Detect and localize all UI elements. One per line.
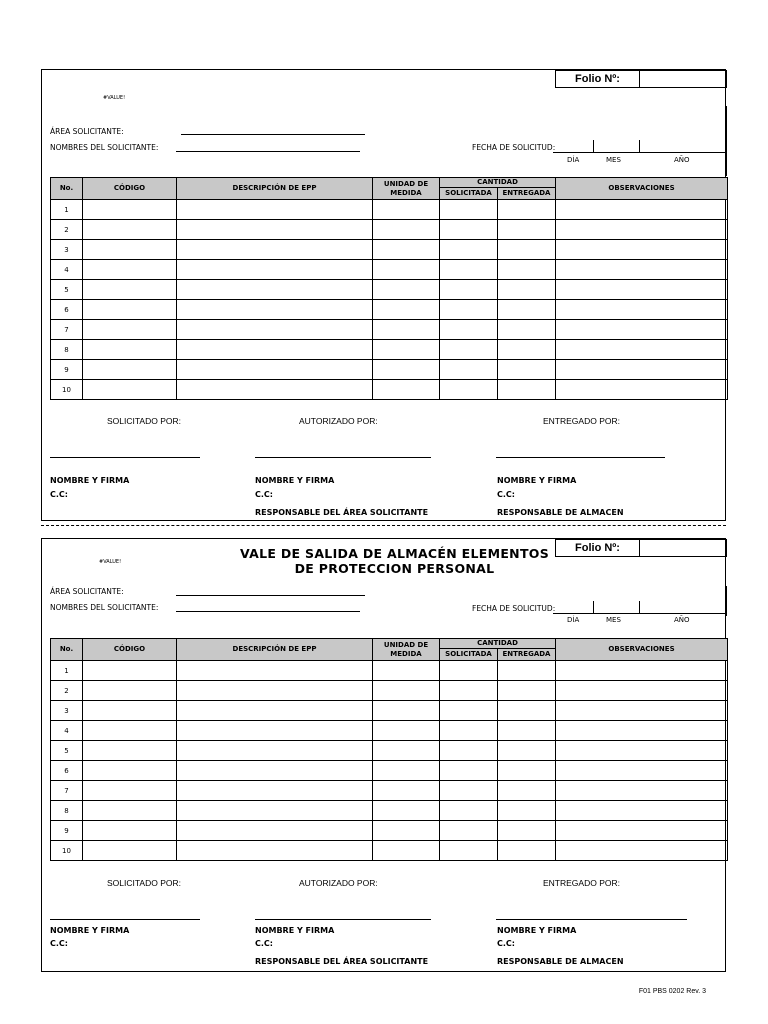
header-solicitada: SOLICITADA xyxy=(440,188,498,200)
table-row xyxy=(51,260,728,280)
entregada-cell[interactable] xyxy=(498,380,556,400)
codigo-cell[interactable] xyxy=(83,280,177,300)
cc-3: C.C: xyxy=(497,490,515,499)
row-number: 2 xyxy=(51,220,83,240)
unidad-cell[interactable] xyxy=(373,360,440,380)
cut-line xyxy=(41,525,726,526)
solicitada-cell[interactable] xyxy=(440,781,498,801)
observaciones-cell[interactable] xyxy=(556,200,728,220)
codigo-cell[interactable] xyxy=(83,340,177,360)
codigo-cell[interactable] xyxy=(83,801,177,821)
unidad-cell[interactable] xyxy=(373,240,440,260)
header-no: No. xyxy=(51,639,83,661)
unidad-cell[interactable] xyxy=(373,340,440,360)
unidad-cell[interactable] xyxy=(373,280,440,300)
solicitada-cell[interactable] xyxy=(440,701,498,721)
observaciones-cell[interactable] xyxy=(556,701,728,721)
cc-1: C.C: xyxy=(50,939,68,948)
area-label: ÁREA SOLICITANTE: xyxy=(50,127,124,136)
observaciones-cell[interactable] xyxy=(556,240,728,260)
codigo-cell[interactable] xyxy=(83,761,177,781)
unidad-cell[interactable] xyxy=(373,761,440,781)
entregada-cell[interactable] xyxy=(498,240,556,260)
autorizado-label: AUTORIZADO POR: xyxy=(299,416,378,426)
dia-label: DÍA xyxy=(567,616,580,624)
nombre-firma-1: NOMBRE Y FIRMA xyxy=(50,926,130,935)
observaciones-cell[interactable] xyxy=(556,821,728,841)
unidad-cell[interactable] xyxy=(373,661,440,681)
row-number: 8 xyxy=(51,801,83,821)
unidad-cell[interactable] xyxy=(373,741,440,761)
row-number: 1 xyxy=(51,200,83,220)
codigo-cell[interactable] xyxy=(83,701,177,721)
table-row xyxy=(51,701,728,721)
solicitado-label: SOLICITADO POR: xyxy=(107,416,181,426)
unidad-cell[interactable] xyxy=(373,300,440,320)
table-row xyxy=(51,320,728,340)
row-number: 4 xyxy=(51,260,83,280)
header-observaciones: OBSERVACIONES xyxy=(556,639,728,661)
anio-label: AÑO xyxy=(674,156,690,164)
descripcion-cell[interactable] xyxy=(177,761,373,781)
entregada-cell[interactable] xyxy=(498,300,556,320)
folio-label: Folio Nº: xyxy=(556,540,640,556)
descripcion-cell[interactable] xyxy=(177,300,373,320)
nombres-field[interactable] xyxy=(176,151,360,152)
table-row xyxy=(51,741,728,761)
unidad-cell[interactable] xyxy=(373,821,440,841)
entregado-label: ENTREGADO POR: xyxy=(543,878,620,888)
anio-label: AÑO xyxy=(674,616,690,624)
solicitado-signature-line[interactable] xyxy=(50,457,200,458)
table-body xyxy=(51,200,728,400)
header-codigo: CÓDIGO xyxy=(83,639,177,661)
entregada-cell[interactable] xyxy=(498,200,556,220)
autorizado-signature-line[interactable] xyxy=(255,457,431,458)
codigo-cell[interactable] xyxy=(83,681,177,701)
observaciones-cell[interactable] xyxy=(556,320,728,340)
header-solicitada: SOLICITADA xyxy=(440,649,498,661)
solicitada-cell[interactable] xyxy=(440,280,498,300)
descripcion-cell[interactable] xyxy=(177,220,373,240)
row-number: 3 xyxy=(51,240,83,260)
header-codigo: CÓDIGO xyxy=(83,178,177,200)
footer-code: F01 PBS 0202 Rev. 3 xyxy=(638,988,706,995)
nombre-firma-1: NOMBRE Y FIRMA xyxy=(50,476,130,485)
entregado-signature-line[interactable] xyxy=(496,457,665,458)
descripcion-cell[interactable] xyxy=(177,721,373,741)
header-unidad: UNIDAD DE MEDIDA xyxy=(373,639,440,661)
row-number: 10 xyxy=(51,841,83,861)
cc-3: C.C: xyxy=(497,939,515,948)
codigo-cell[interactable] xyxy=(83,200,177,220)
entregada-cell[interactable] xyxy=(498,320,556,340)
row-number: 5 xyxy=(51,280,83,300)
descripcion-cell[interactable] xyxy=(177,280,373,300)
descripcion-cell[interactable] xyxy=(177,380,373,400)
codigo-cell[interactable] xyxy=(83,300,177,320)
descripcion-cell[interactable] xyxy=(177,260,373,280)
resp-almacen: RESPONSABLE DE ALMACEN xyxy=(497,957,624,966)
fecha-field[interactable] xyxy=(553,601,727,614)
row-number: 9 xyxy=(51,360,83,380)
entregada-cell[interactable] xyxy=(498,801,556,821)
row-number: 10 xyxy=(51,380,83,400)
codigo-cell[interactable] xyxy=(83,661,177,681)
solicitada-cell[interactable] xyxy=(440,240,498,260)
solicitada-cell[interactable] xyxy=(440,661,498,681)
cc-1: C.C: xyxy=(50,490,68,499)
folio-input[interactable] xyxy=(640,540,726,556)
observaciones-cell[interactable] xyxy=(556,721,728,741)
header-descripcion: DESCRIPCIÓN DE EPP xyxy=(177,178,373,200)
table-row xyxy=(51,300,728,320)
unidad-cell[interactable] xyxy=(373,320,440,340)
entregada-cell[interactable] xyxy=(498,681,556,701)
codigo-cell[interactable] xyxy=(83,260,177,280)
entregada-cell[interactable] xyxy=(498,781,556,801)
row-number: 8 xyxy=(51,340,83,360)
area-field[interactable] xyxy=(176,595,365,596)
solicitada-cell[interactable] xyxy=(440,681,498,701)
entregada-cell[interactable] xyxy=(498,701,556,721)
solicitada-cell[interactable] xyxy=(440,761,498,781)
cc-2: C.C: xyxy=(255,490,273,499)
nombres-field[interactable] xyxy=(176,611,360,612)
header-cantidad: CANTIDAD xyxy=(440,639,556,649)
descripcion-cell[interactable] xyxy=(177,821,373,841)
solicitada-cell[interactable] xyxy=(440,220,498,240)
header-cantidad: CANTIDAD xyxy=(440,178,556,188)
table-row xyxy=(51,761,728,781)
observaciones-cell[interactable] xyxy=(556,801,728,821)
entregada-cell[interactable] xyxy=(498,360,556,380)
items-table xyxy=(50,177,728,400)
row-number: 6 xyxy=(51,761,83,781)
unidad-cell[interactable] xyxy=(373,781,440,801)
form-copy-1 xyxy=(41,69,726,521)
table-row xyxy=(51,821,728,841)
unidad-cell[interactable] xyxy=(373,721,440,741)
fecha-label: FECHA DE SOLICITUD: xyxy=(472,143,556,152)
table-row xyxy=(51,681,728,701)
descripcion-cell[interactable] xyxy=(177,240,373,260)
unidad-cell[interactable] xyxy=(373,200,440,220)
table-row xyxy=(51,841,728,861)
observaciones-cell[interactable] xyxy=(556,781,728,801)
entregada-cell[interactable] xyxy=(498,220,556,240)
descripcion-cell[interactable] xyxy=(177,200,373,220)
form-title: VALE DE SALIDA DE ALMACÉN ELEMENTOS DE PROTECCION PERSONAL xyxy=(240,546,549,576)
table-row xyxy=(51,721,728,741)
header-entregada: ENTREGADA xyxy=(498,188,556,200)
autorizado-signature-line[interactable] xyxy=(255,919,431,920)
descripcion-cell[interactable] xyxy=(177,340,373,360)
codigo-cell[interactable] xyxy=(83,841,177,861)
descripcion-cell[interactable] xyxy=(177,781,373,801)
row-number: 3 xyxy=(51,701,83,721)
descripcion-cell[interactable] xyxy=(177,681,373,701)
unidad-cell[interactable] xyxy=(373,701,440,721)
solicitada-cell[interactable] xyxy=(440,200,498,220)
observaciones-cell[interactable] xyxy=(556,340,728,360)
solicitada-cell[interactable] xyxy=(440,380,498,400)
solicitada-cell[interactable] xyxy=(440,841,498,861)
observaciones-cell[interactable] xyxy=(556,300,728,320)
nombre-firma-3: NOMBRE Y FIRMA xyxy=(497,926,577,935)
solicitada-cell[interactable] xyxy=(440,721,498,741)
autorizado-label: AUTORIZADO POR: xyxy=(299,878,378,888)
nombre-firma-2: NOMBRE Y FIRMA xyxy=(255,926,335,935)
observaciones-cell[interactable] xyxy=(556,280,728,300)
fecha-label: FECHA DE SOLICITUD: xyxy=(472,604,556,613)
logo-text: #VALUE! xyxy=(99,559,122,565)
table-row xyxy=(51,801,728,821)
unidad-cell[interactable] xyxy=(373,380,440,400)
descripcion-cell[interactable] xyxy=(177,360,373,380)
resp-area: RESPONSABLE DEL ÁREA SOLICITANTE xyxy=(255,508,429,517)
folio-input[interactable] xyxy=(640,71,726,87)
descripcion-cell[interactable] xyxy=(177,320,373,340)
table-row xyxy=(51,340,728,360)
form-copy-2 xyxy=(41,538,726,972)
dia-label: DÍA xyxy=(567,156,580,164)
table-row xyxy=(51,200,728,220)
solicitada-cell[interactable] xyxy=(440,340,498,360)
row-number: 6 xyxy=(51,300,83,320)
codigo-cell[interactable] xyxy=(83,360,177,380)
unidad-cell[interactable] xyxy=(373,260,440,280)
entregada-cell[interactable] xyxy=(498,340,556,360)
header-no: No. xyxy=(51,178,83,200)
logo-text: #VALUE! xyxy=(103,95,126,101)
entregada-cell[interactable] xyxy=(498,280,556,300)
row-number: 7 xyxy=(51,320,83,340)
items-table xyxy=(50,638,728,861)
observaciones-cell[interactable] xyxy=(556,841,728,861)
solicitada-cell[interactable] xyxy=(440,741,498,761)
observaciones-cell[interactable] xyxy=(556,380,728,400)
row-number: 4 xyxy=(51,721,83,741)
descripcion-cell[interactable] xyxy=(177,701,373,721)
fecha-field[interactable] xyxy=(553,140,727,153)
area-label: ÁREA SOLICITANTE: xyxy=(50,587,124,596)
observaciones-cell[interactable] xyxy=(556,360,728,380)
solicitada-cell[interactable] xyxy=(440,300,498,320)
nombre-firma-2: NOMBRE Y FIRMA xyxy=(255,476,335,485)
entregada-cell[interactable] xyxy=(498,821,556,841)
entregada-cell[interactable] xyxy=(498,661,556,681)
solicitado-signature-line[interactable] xyxy=(50,919,200,920)
solicitada-cell[interactable] xyxy=(440,801,498,821)
table-row xyxy=(51,380,728,400)
header-descripcion: DESCRIPCIÓN DE EPP xyxy=(177,639,373,661)
row-number: 9 xyxy=(51,821,83,841)
row-number: 5 xyxy=(51,741,83,761)
observaciones-cell[interactable] xyxy=(556,741,728,761)
descripcion-cell[interactable] xyxy=(177,801,373,821)
resp-area: RESPONSABLE DEL ÁREA SOLICITANTE xyxy=(255,957,429,966)
codigo-cell[interactable] xyxy=(83,741,177,761)
table-row xyxy=(51,781,728,801)
entregada-cell[interactable] xyxy=(498,741,556,761)
cc-2: C.C: xyxy=(255,939,273,948)
mes-label: MES xyxy=(606,156,621,164)
row-number: 2 xyxy=(51,681,83,701)
entregado-signature-line[interactable] xyxy=(496,919,687,920)
codigo-cell[interactable] xyxy=(83,821,177,841)
unidad-cell[interactable] xyxy=(373,841,440,861)
nombres-label: NOMBRES DEL SOLICITANTE: xyxy=(50,603,159,612)
table-row xyxy=(51,280,728,300)
folio-label: Folio Nº: xyxy=(556,71,640,87)
folio-box xyxy=(555,70,727,88)
observaciones-cell[interactable] xyxy=(556,681,728,701)
unidad-cell[interactable] xyxy=(373,220,440,240)
entregada-cell[interactable] xyxy=(498,260,556,280)
solicitada-cell[interactable] xyxy=(440,260,498,280)
codigo-cell[interactable] xyxy=(83,781,177,801)
descripcion-cell[interactable] xyxy=(177,841,373,861)
observaciones-cell[interactable] xyxy=(556,220,728,240)
observaciones-cell[interactable] xyxy=(556,761,728,781)
codigo-cell[interactable] xyxy=(83,240,177,260)
unidad-cell[interactable] xyxy=(373,681,440,701)
solicitada-cell[interactable] xyxy=(440,821,498,841)
observaciones-cell[interactable] xyxy=(556,661,728,681)
observaciones-cell[interactable] xyxy=(556,260,728,280)
descripcion-cell[interactable] xyxy=(177,741,373,761)
table-row xyxy=(51,360,728,380)
entregada-cell[interactable] xyxy=(498,721,556,741)
table-row xyxy=(51,240,728,260)
table-row xyxy=(51,220,728,240)
descripcion-cell[interactable] xyxy=(177,661,373,681)
codigo-cell[interactable] xyxy=(83,320,177,340)
mes-label: MES xyxy=(606,616,621,624)
nombres-label: NOMBRES DEL SOLICITANTE: xyxy=(50,143,159,152)
codigo-cell[interactable] xyxy=(83,220,177,240)
header-observaciones: OBSERVACIONES xyxy=(556,178,728,200)
table-row xyxy=(51,661,728,681)
row-number: 1 xyxy=(51,661,83,681)
nombre-firma-3: NOMBRE Y FIRMA xyxy=(497,476,577,485)
unidad-cell[interactable] xyxy=(373,801,440,821)
entregado-label: ENTREGADO POR: xyxy=(543,416,620,426)
solicitado-label: SOLICITADO POR: xyxy=(107,878,181,888)
codigo-cell[interactable] xyxy=(83,721,177,741)
table-body xyxy=(51,661,728,861)
codigo-cell[interactable] xyxy=(83,380,177,400)
solicitada-cell[interactable] xyxy=(440,360,498,380)
row-number: 7 xyxy=(51,781,83,801)
entregada-cell[interactable] xyxy=(498,841,556,861)
resp-almacen: RESPONSABLE DE ALMACEN xyxy=(497,508,624,517)
header-unidad: UNIDAD DE MEDIDA xyxy=(373,178,440,200)
solicitada-cell[interactable] xyxy=(440,320,498,340)
header-entregada: ENTREGADA xyxy=(498,649,556,661)
folio-box xyxy=(555,539,727,557)
entregada-cell[interactable] xyxy=(498,761,556,781)
area-field[interactable] xyxy=(181,134,365,135)
